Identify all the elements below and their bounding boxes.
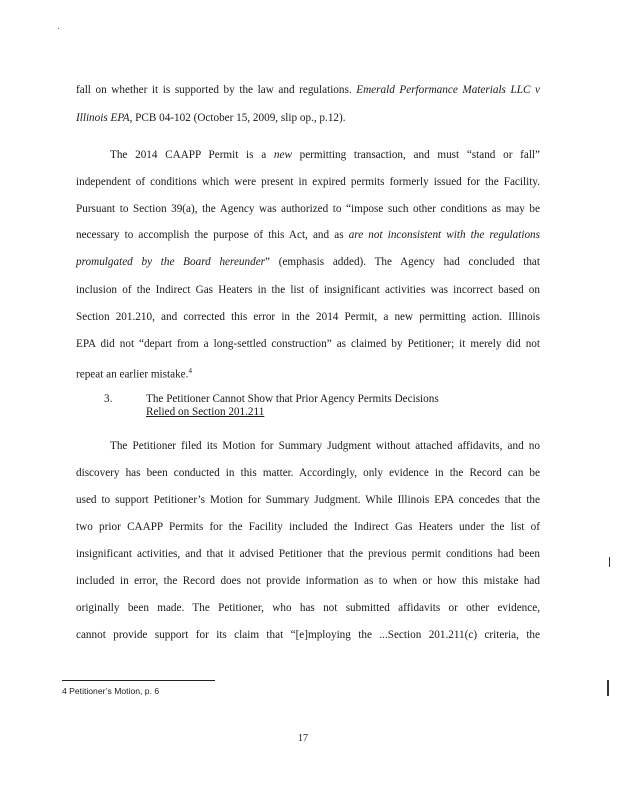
body-line: discovery has been conducted in this matter. Accordingly, only evidence in the Record can be	[76, 467, 540, 479]
body-line: independent of conditions which were present in expired permits formerly issued for the Facility.	[76, 176, 540, 188]
page-number: 17	[298, 733, 308, 744]
body-line: The 2014 CAAPP Permit is a new permitting transaction, and must “stand or fall”	[110, 149, 540, 161]
body-line: promulgated by the Board hereunder” (emphasis added). The Agency had concluded that	[76, 256, 540, 268]
footnote: 4 Petitioner’s Motion, p. 6	[62, 686, 160, 696]
section-heading: The Petitioner Cannot Show that Prior Agency Permits Decisions	[146, 393, 439, 405]
body-line: Pursuant to Section 39(a), the Agency was authorized to “impose such other conditions as may be	[76, 203, 540, 215]
scan-speck	[58, 28, 59, 29]
body-line: used to support Petitioner’s Motion for Summary Judgment. While Illinois EPA concedes that the	[76, 494, 540, 506]
body-line: cannot provide support for its claim that “[e]mploying the ...Section 201.211(c) criteria, the	[76, 629, 540, 641]
section-heading: Relied on Section 201.211	[146, 406, 265, 418]
body-line: fall on whether it is supported by the law and regulations. Emerald Performance Materials LLC v	[76, 84, 540, 96]
body-line: The Petitioner filed its Motion for Summary Judgment without attached affidavits, and no	[110, 440, 540, 452]
body-line: originally been made. The Petitioner, who has not submitted affidavits or other evidence,	[76, 602, 540, 614]
body-line: EPA did not “depart from a long-settled construction” as claimed by Petitioner; it merely did not	[76, 338, 540, 350]
body-line: Section 201.210, and corrected this error in the 2014 Permit, a new permitting action. Illinois	[76, 311, 540, 323]
body-line: repeat an earlier mistake.$^4$	[76, 367, 192, 381]
body-line: necessary to accomplish the purpose of this Act, and as are not inconsistent with the regulations	[76, 229, 541, 241]
scan-mark	[607, 680, 609, 696]
body-line: included in error, the Record does not provide information as to when or how this mistake had	[76, 575, 540, 587]
footnote-reference: 4	[188, 367, 192, 375]
body-line: two prior CAAPP Permits for the Facility included the Indirect Gas Heaters under the list of	[76, 521, 540, 533]
footnote-divider	[62, 680, 215, 681]
body-line: Illinois EPA, PCB 04-102 (October 15, 2009, slip op., p.12).	[76, 112, 346, 124]
scan-mark	[609, 557, 610, 567]
section-number: 3.	[104, 393, 113, 405]
body-line: insignificant activities, and that it advised Petitioner that the previous permit conditions had been	[76, 548, 540, 560]
body-line: inclusion of the Indirect Gas Heaters in the list of insignificant activities was incorrect based on	[76, 284, 540, 296]
